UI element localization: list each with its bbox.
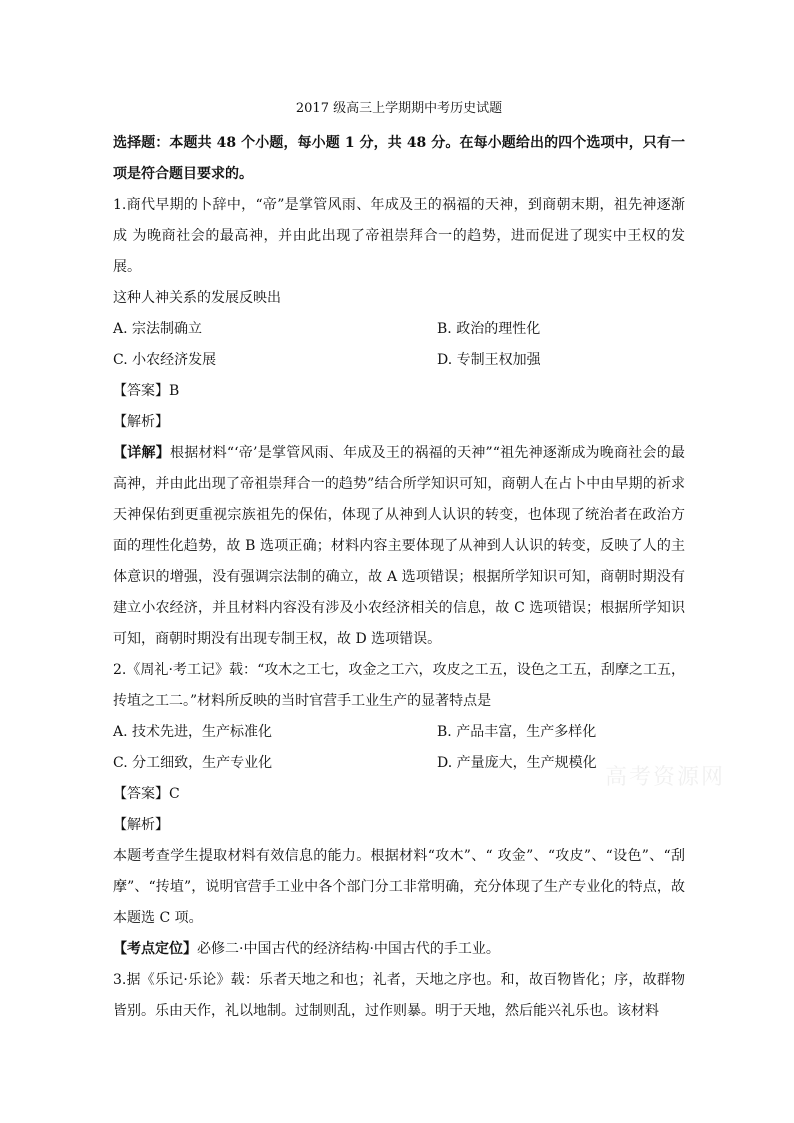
q2-stem: 2.《周礼·考工记》载：“攻木之工七，攻金之工六，攻皮之工五，设色之工五，刮摩之工五，抟埴之工二。”材料所反映的当时官营手工业生产的显著特点是 xyxy=(113,662,685,709)
q2-analysis: 本题考查学生提取材料有效信息的能力。根据材料“攻木”、“ 攻金”、“攻皮”、“设色”、“刮摩”、“抟埴”，说明官营手工业中各个部门分工非常明确，充分体现了生产专业化的特点，故本题选 C 项。 xyxy=(113,848,685,926)
q1-answer: 【答案】B xyxy=(113,383,180,399)
q1-option-d: D. 专制王权加强 xyxy=(437,352,541,368)
q2-options xyxy=(113,717,685,779)
q1-detail-tag: 【详解】 xyxy=(113,445,170,461)
q2-option-b: B. 产品丰富，生产多样化 xyxy=(437,724,597,740)
watermark-logo: 高考资源网 xyxy=(605,765,726,790)
q2-option-c: C. 分工细致，生产专业化 xyxy=(113,755,273,771)
page-title: 2017 级高三上学期期中考历史试题 xyxy=(295,101,503,116)
q2-kaodian-text: 必修二·中国古代的经济结构·中国古代的手工业。 xyxy=(197,941,500,957)
q1-stem: 1.商代早期的卜辞中，“帝”是掌管风雨、年成及王的祸福的天神，到商朝末期，祖先神逐渐成 为晚商社会的最高神，并由此出现了帝祖崇拜合一的趋势，进而促进了现实中王权的发展。 xyxy=(113,197,685,275)
q1-options xyxy=(113,314,685,376)
q2-option-a: A. 技术先进，生产标准化 xyxy=(113,724,273,740)
instructions: 选择题：本题共 48 个小题，每小题 1 分，共 48 分。在每小题给出的四个选项中，只有一项是符合题目要求的。 xyxy=(113,135,685,182)
q2-kaodian xyxy=(113,934,685,965)
exam-page xyxy=(113,100,685,1027)
q2-analysis-label: 【解析】 xyxy=(113,817,169,833)
q2-option-d: D. 产量庞大，生产规模化 xyxy=(437,755,597,771)
q1-option-c: C. 小农经济发展 xyxy=(113,352,217,368)
q1-option-b: B. 政治的理性化 xyxy=(437,321,541,337)
q3-stem: 3.据《乐记·乐论》载：乐者天地之和也；礼者，天地之序也。和，故百物皆化；序，故群物皆别。乐由天作，礼以地制。过制则乱，过作则暴。明于天地，然后能兴礼乐也。该材料 xyxy=(113,972,685,1019)
q1-analysis-label: 【解析】 xyxy=(113,414,169,430)
q1-detail xyxy=(113,438,685,655)
q1-option-a: A. 宗法制确立 xyxy=(113,321,203,337)
q1-detail-text: 根据材料“‘帝’是掌管风雨、年成及王的祸福的天神”“祖先神逐渐成为晚商社会的最高神，并由此出现了帝祖崇拜合一的趋势”结合所学知识可知，商朝人在占卜中由早期的祈求天神保佑到更重视宗族祖先的保佑，体现了从神到人认识的转变，也体现了统治者在政治方面的理性化趋势，故 B 选项正确；材料内容主要体现了从神到人认识的转变，反映了人的主体意识的增强，没有强调宗法制的确立，故 A 选项错误；根据所学知识可知，商朝时期没有建立小农经济，并且材料内容没有涉及小农经济相关的信息，故 C 选项错误；根据所学知识可知，商朝时期没有出现专制王权，故 D 选项错误。 xyxy=(113,445,686,647)
q2-answer: 【答案】C xyxy=(113,786,180,802)
q1-prompt: 这种人神关系的发展反映出 xyxy=(113,290,281,306)
q2-kaodian-tag: 【考点定位】 xyxy=(113,941,197,957)
